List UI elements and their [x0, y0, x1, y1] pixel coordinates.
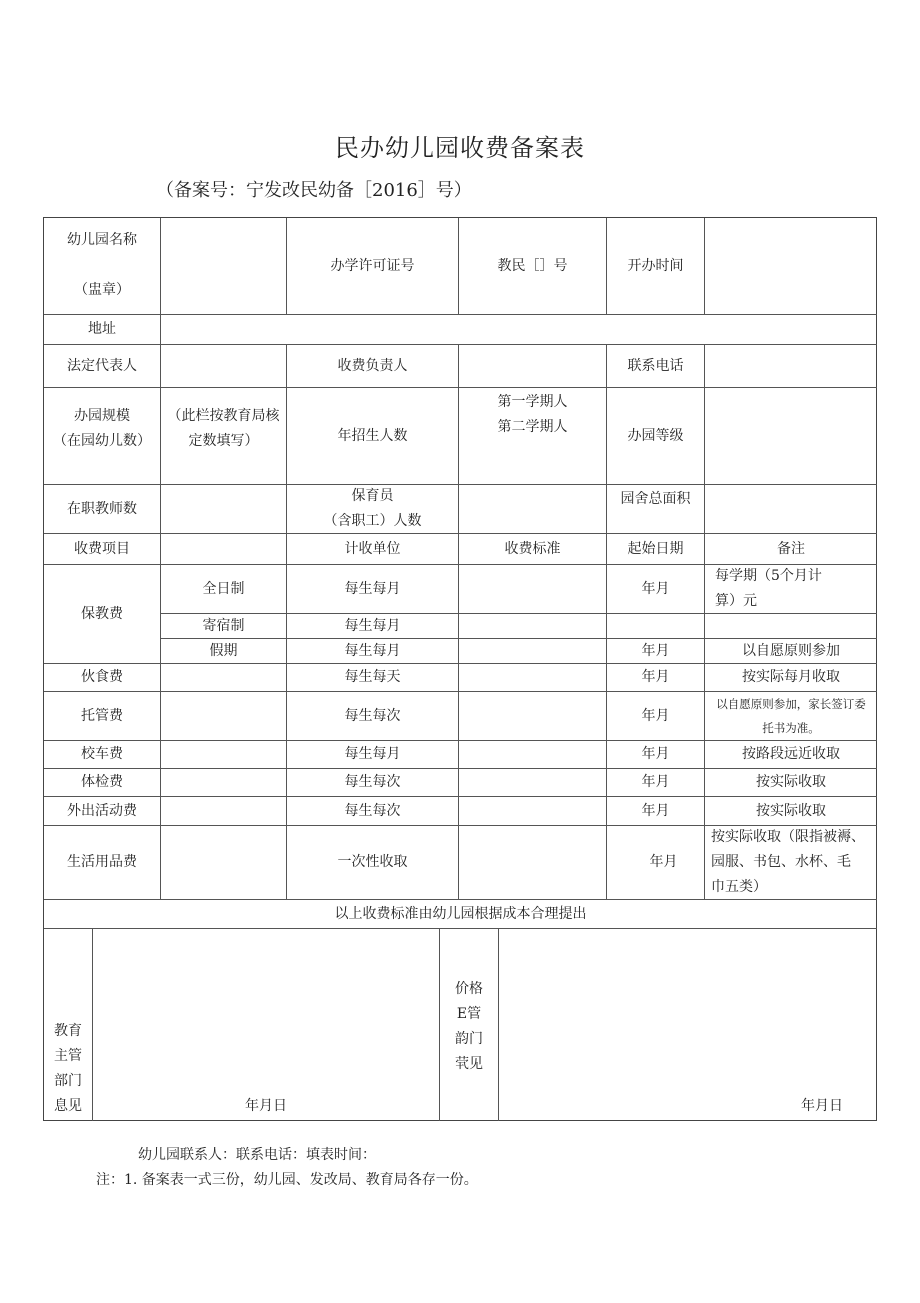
legal-rep-value[interactable] — [161, 345, 287, 388]
bus-fee-blank — [161, 741, 287, 769]
grade-value[interactable] — [705, 388, 877, 485]
childcare-unit-fullday: 每生每月 — [287, 565, 459, 614]
outing-fee-standard[interactable] — [459, 797, 607, 826]
term-counts[interactable]: 第一学期人 第二学期人 — [459, 388, 607, 485]
grade-label: 办园等级 — [607, 388, 705, 485]
header-fee-item: 收费项目 — [44, 534, 161, 565]
open-date-label: 开办时间 — [607, 218, 705, 315]
medical-fee-date[interactable]: 年月 — [607, 769, 705, 797]
edu-dept-opinion[interactable] — [93, 929, 440, 1121]
custody-fee-label: 托管费 — [44, 692, 161, 741]
seal-text: （盅章） — [74, 282, 130, 298]
custody-fee-unit: 每生每次 — [287, 692, 459, 741]
childcare-standard-boarding[interactable] — [459, 614, 607, 639]
area-value[interactable] — [705, 485, 877, 534]
meal-fee-blank — [161, 664, 287, 692]
meal-fee-label: 伙食费 — [44, 664, 161, 692]
kindergarten-name-label — [44, 218, 161, 315]
address-value[interactable] — [161, 315, 877, 345]
supplies-fee-unit: 一次性收取 — [287, 826, 459, 900]
legal-rep-label: 法定代表人 — [44, 345, 161, 388]
header-standard: 收费标准 — [459, 534, 607, 565]
price-dept-label: 价格 E管 韵门 茕见 — [440, 929, 499, 1121]
medical-fee-standard[interactable] — [459, 769, 607, 797]
nursery-staff-label: 保育员 （含职工）人数 — [287, 485, 459, 534]
childcare-type-fullday: 全日制 — [161, 565, 287, 614]
price-dept-opinion[interactable] — [499, 929, 877, 1121]
childcare-date-fullday[interactable]: 年月 — [607, 565, 705, 614]
open-date-value[interactable] — [705, 218, 877, 315]
header-unit: 计收单位 — [287, 534, 459, 565]
childcare-standard-holiday[interactable] — [459, 639, 607, 664]
supplies-fee-label: 生活用品费 — [44, 826, 161, 900]
childcare-date-boarding[interactable] — [607, 614, 705, 639]
bus-fee-label: 校车费 — [44, 741, 161, 769]
childcare-type-holiday: 假期 — [161, 639, 287, 664]
outing-fee-unit: 每生每次 — [287, 797, 459, 826]
childcare-fee-label: 保教费 — [44, 565, 161, 664]
edu-dept-label: 教育 主管 部门 息见 — [44, 929, 93, 1121]
medical-fee-unit: 每生每次 — [287, 769, 459, 797]
header-blank — [161, 534, 287, 565]
address-label: 地址 — [44, 315, 161, 345]
filing-number: （备案号：宁发改民幼备［2016］号） — [156, 180, 472, 201]
area-label: 园舍总面积 — [607, 485, 705, 534]
header-note: 备注 — [705, 534, 877, 565]
childcare-date-holiday[interactable]: 年月 — [607, 639, 705, 664]
childcare-unit-boarding: 每生每月 — [287, 614, 459, 639]
outing-fee-label: 外出活动费 — [44, 797, 161, 826]
fee-filing-table — [43, 217, 877, 1121]
license-no-label: 办学许可证号 — [287, 218, 459, 315]
medical-fee-note: 按实际收取 — [705, 769, 877, 797]
outing-fee-blank — [161, 797, 287, 826]
childcare-standard-fullday[interactable] — [459, 565, 607, 614]
custody-fee-note: 以自愿原则参加，家长签订委 托书为准。 — [705, 692, 877, 741]
phone-label: 联系电话 — [607, 345, 705, 388]
supplies-fee-note: 按实际收取（限指被褥、 园服、书包、水杯、毛 巾五类） — [705, 826, 877, 900]
teachers-value[interactable] — [161, 485, 287, 534]
fee-summary: 以上收费标准由幼儿园根据成本合理提出 — [44, 900, 877, 929]
childcare-type-boarding: 寄宿制 — [161, 614, 287, 639]
phone-value[interactable] — [705, 345, 877, 388]
meal-fee-date[interactable]: 年月 — [607, 664, 705, 692]
custody-fee-date[interactable]: 年月 — [607, 692, 705, 741]
bus-fee-standard[interactable] — [459, 741, 607, 769]
edu-dept-date: 年月日 — [245, 1098, 287, 1114]
custody-fee-blank — [161, 692, 287, 741]
medical-fee-label: 体检费 — [44, 769, 161, 797]
price-dept-date: 年月日 — [801, 1098, 843, 1114]
license-no-value[interactable]: 教民［］号 — [459, 218, 607, 315]
meal-fee-unit: 每生每天 — [287, 664, 459, 692]
outing-fee-date[interactable]: 年月 — [607, 797, 705, 826]
supplies-fee-blank — [161, 826, 287, 900]
teachers-label: 在职教师数 — [44, 485, 161, 534]
scale-note: （此栏按教育局核 定数填写） — [161, 388, 287, 485]
kindergarten-name-text: 幼儿园名称 — [67, 232, 137, 248]
outing-fee-note: 按实际收取 — [705, 797, 877, 826]
custody-fee-standard[interactable] — [459, 692, 607, 741]
meal-fee-standard[interactable] — [459, 664, 607, 692]
fee-manager-label: 收费负责人 — [287, 345, 459, 388]
childcare-note-boarding — [705, 614, 877, 639]
form-title: 民办幼儿园收费备案表 — [335, 134, 585, 162]
contact-line: 幼儿园联系人：联系电话：填表时间： — [138, 1147, 376, 1163]
supplies-fee-standard[interactable] — [459, 826, 607, 900]
header-start-date: 起始日期 — [607, 534, 705, 565]
medical-fee-blank — [161, 769, 287, 797]
meal-fee-note: 按实际每月收取 — [705, 664, 877, 692]
childcare-note-holiday: 以自愿原则参加 — [705, 639, 877, 664]
scale-label: 办园规模 （在园幼儿数） — [44, 388, 161, 485]
supplies-fee-date[interactable]: 年月 — [607, 826, 705, 900]
nursery-staff-value[interactable] — [459, 485, 607, 534]
kindergarten-name-value[interactable] — [161, 218, 287, 315]
enroll-label: 年招生人数 — [287, 388, 459, 485]
childcare-note-fullday: 每学期（5个月计 算）元 — [705, 565, 877, 614]
bus-fee-date[interactable]: 年月 — [607, 741, 705, 769]
note-line: 注：1. 备案表一式三份，幼儿园、发改局、教育局各存一份。 — [96, 1172, 478, 1188]
bus-fee-unit: 每生每月 — [287, 741, 459, 769]
bus-fee-note: 按路段远近收取 — [705, 741, 877, 769]
fee-manager-value[interactable] — [459, 345, 607, 388]
childcare-unit-holiday: 每生每月 — [287, 639, 459, 664]
